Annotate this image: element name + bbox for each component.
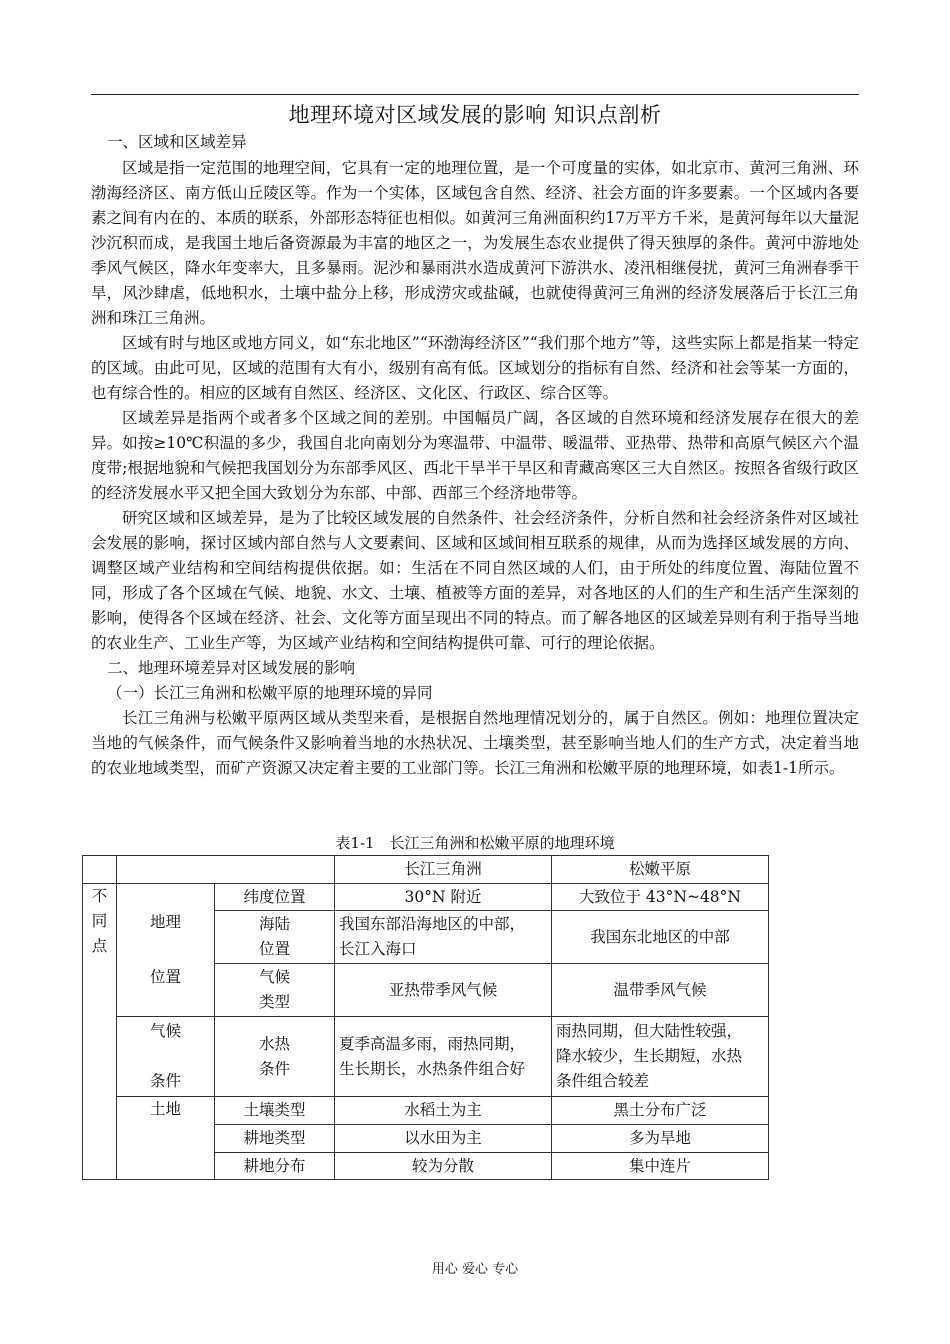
item-farmland-type: 耕地类型 xyxy=(215,1125,335,1153)
header-songnen: 松嫩平原 xyxy=(552,856,769,884)
songnen-water-heat: 雨热同期，但大陆性较强， 降水较少，生长期短，水热 条件组合较差 xyxy=(552,1017,769,1097)
item-water-heat: 水热 条件 xyxy=(215,1017,335,1097)
header-yangtze: 长江三角洲 xyxy=(335,856,552,884)
paragraph-research-purpose: 研究区域和区域差异，是为了比较区域发展的自然条件、社会经济条件，分析自然和社会经济条件对区域社会发展的影响，探讨区域内部自然与人文要素间、区域和区域间相互联系的规律，从而为选择区域发展的方向、调整区域产业结构和空间结构提供依据。如：生活在不同自然区域的人们，由于所处的纬度位置、海陆位置不同，形成了各个区域在气候、地貌、水文、土壤、植被等方面的差异，对各地区的人们的生产和生活产生深刻的影响，使得各个区域在经济、社会、文化等方面呈现出不同的特点。而了解各地区的区域差异则有利于指导当地的农业生产、工业生产等，为区域产业结构和空间结构提供可靠、可行的理论依据。 xyxy=(91,509,859,652)
page-footer: 用心 爱心 专心 xyxy=(431,1262,519,1277)
geo-pos-label: 地理 xyxy=(149,913,181,931)
diff-char: 不 xyxy=(91,887,108,905)
paragraph-region-synonym: 区域有时与地区或地方同义，如“东北地区”“环渤海经济区”“我们那个地方”等，这些实际上都是指某一特定的区域。由此可见，区域的范围有大有小，级别有高有低。区域划分的指标有自然、经济和社会等某一方面的，也有综合性的。相应的区域有自然区、经济区、文化区、行政区、综合区等。 xyxy=(91,334,859,402)
songnen-latitude: 大致位于 43°N~48°N xyxy=(552,884,769,911)
yangtze-latitude: 30°N 附近 xyxy=(335,884,552,911)
diff-label-cell xyxy=(83,884,117,1180)
songnen-soil: 黑土分布广泛 xyxy=(552,1097,769,1125)
diff-char: 同 xyxy=(91,912,108,930)
item-sea-land: 海陆 位置 xyxy=(215,911,335,964)
paragraph-region: 区域是指一定范围的地理空间，它具有一定的地理位置，是一个可度量的实体，如北京市、黄河三角洲、环渤海经济区、南方低山丘陵区等。作为一个实体，区域包含自然、经济、社会方面的许多要素。一个区域内各要素之间有内在的、本质的联系，外部形态特征也相似。如黄河三角洲面积约17万平方千米，是黄河每年以大量泥沙沉积而成，是我国土地后备资源最为丰富的地区之一，为发展生态农业提供了得天独厚的条件。黄河中游地处季风气候区，降水年变率大，且多暴雨。泥沙和暴雨洪水造成黄河下游洪水、凌汛相继侵扰，黄河三角洲春季干旱，风沙肆虐，低地积水，土壤中盐分上移，形成涝灾或盐碱，也就使得黄河三角洲的经济发展落后于长江三角洲和珠江三角洲。 xyxy=(91,159,859,327)
yangtze-soil: 水稻土为主 xyxy=(335,1097,552,1125)
paragraph-region-difference: 区域差异是指两个或者多个区域之间的差别。中国幅员广阔，各区域的自然环境和经济发展存在很大的差异。如按≥10℃积温的多少，我国自北向南划分为寒温带、中温带、暖温带、亚热带、热带和高原气候区六个温度带;根据地貌和气候把我国划分为东部季风区、西北干旱半干旱区和青藏高寒区三大自然区。按照各省级行政区的经济发展水平又把全国大致划分为东部、中部、西部三个经济地带等。 xyxy=(91,409,859,502)
songnen-farmland-type: 多为旱地 xyxy=(552,1125,769,1153)
songnen-climate-type: 温带季风气候 xyxy=(552,964,769,1017)
subsection1-heading: （一）长江三角洲和松嫩平原的地理环境的异同 xyxy=(107,684,433,702)
header-empty-1 xyxy=(83,856,117,884)
section2-heading: 二、地理环境差异对区域发展的影响 xyxy=(107,659,356,677)
diff-char: 点 xyxy=(91,937,108,955)
geo-pos-label: 位置 xyxy=(149,968,181,986)
table-row xyxy=(83,884,769,911)
paragraph-comparison: 长江三角洲与松嫩平原两区域从类型来看，是根据自然地理情况划分的，属于自然区。例如：地理位置决定当地的气候条件，而气候条件又影响着当地的水热状况、土壤类型，甚至影响当地人们的生产方式，决定着当地的农业地域类型，而矿产资源又决定着主要的工业部门等。长江三角洲和松嫩平原的地理环境，如表1-1所示。 xyxy=(91,709,859,777)
songnen-sea-land: 我国东北地区的中部 xyxy=(552,911,769,964)
table-header-row xyxy=(83,856,769,884)
land-label-cell: 土地 xyxy=(117,1097,215,1180)
item-soil: 土壤类型 xyxy=(215,1097,335,1125)
yangtze-farmland-type: 以水田为主 xyxy=(335,1125,552,1153)
yangtze-sea-land: 我国东部沿海地区的中部， 长江入海口 xyxy=(335,911,552,964)
header-rule xyxy=(91,94,859,95)
comparison-table xyxy=(82,855,769,1180)
body-text xyxy=(91,130,859,781)
page-title: 地理环境对区域发展的影响 知识点剖析 xyxy=(288,103,662,127)
geo-pos-label-cell xyxy=(117,884,215,1017)
table-caption: 表1-1 长江三角洲和松嫩平原的地理环境 xyxy=(335,834,615,852)
songnen-farmland-dist: 集中连片 xyxy=(552,1153,769,1180)
yangtze-climate-type: 亚热带季风气候 xyxy=(335,964,552,1017)
item-latitude: 纬度位置 xyxy=(215,884,335,911)
yangtze-farmland-dist: 较为分散 xyxy=(335,1153,552,1180)
table-row xyxy=(83,1097,769,1125)
climate-label-cell: 气候 条件 xyxy=(117,1017,215,1097)
item-farmland-dist: 耕地分布 xyxy=(215,1153,335,1180)
item-climate-type: 气候 类型 xyxy=(215,964,335,1017)
table-row xyxy=(83,1017,769,1097)
yangtze-water-heat: 夏季高温多雨，雨热同期， 生长期长，水热条件组合好 xyxy=(335,1017,552,1097)
section1-heading: 一、区域和区域差异 xyxy=(107,133,247,151)
header-empty-2 xyxy=(117,856,335,884)
